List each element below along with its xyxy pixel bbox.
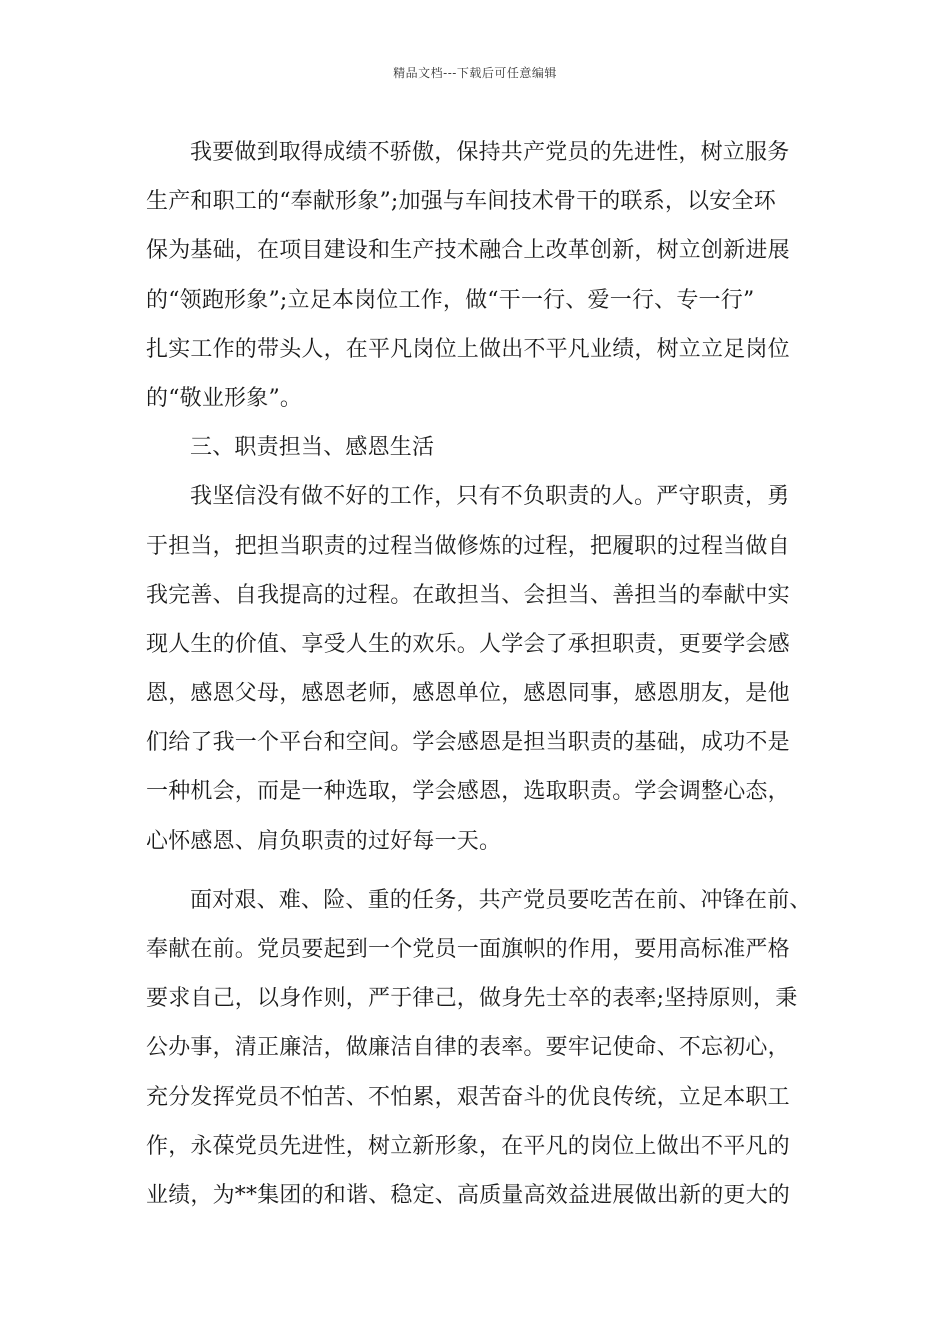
paragraph-line: 我坚信没有做不好的工作，只有不负职责的人。严守职责，勇 — [190, 484, 790, 510]
paragraph-line: 生产和职工的“奉献形象”;加强与车间技术骨干的联系，以安全环 — [146, 189, 776, 215]
paragraph-line: 们给了我一个平台和空间。学会感恩是担当职责的基础，成功不是 — [146, 730, 790, 756]
paragraph-gap — [146, 866, 826, 876]
paragraph-line: 要求自己，以身作则，严于律己，做身先士卒的表率;坚持原则，秉 — [146, 986, 798, 1012]
paragraph-line: 业绩，为**集团的和谐、稳定、高质量高效益进展做出新的更大的 — [146, 1182, 791, 1208]
paragraph-line: 作，永葆党员先进性，树立新形象，在平凡的岗位上做出不平凡的 — [146, 1133, 790, 1159]
paragraph-line: 的“领跑形象”;立足本岗位工作，做“干一行、爱一行、专一行” — [146, 287, 755, 313]
paragraph-line: 的“敬业形象”。 — [146, 385, 303, 411]
paragraph-line: 我完善、自我提高的过程。在敢担当、会担当、善担当的奉献中实 — [146, 582, 790, 608]
paragraph-line: 我要做到取得成绩不骄傲，保持共产党员的先进性，树立服务 — [190, 140, 790, 165]
paragraph-line: 于担当，把担当职责的过程当做修炼的过程，把履职的过程当做自 — [146, 533, 790, 559]
paragraph-line: 奉献在前。党员要起到一个党员一面旗帜的作用，要用高标准严格 — [146, 937, 790, 962]
paragraph-3 — [146, 876, 826, 1220]
page-header: 精品文档---下载后可任意编辑 — [393, 66, 557, 80]
paragraph-line: 扎实工作的带头人，在平凡岗位上做出不平凡业绩，树立立足岗位 — [146, 336, 790, 362]
paragraph-line: 保为基础，在项目建设和生产技术融合上改革创新，树立创新进展 — [146, 238, 790, 264]
paragraph-line: 一种机会，而是一种选取，学会感恩，选取职责。学会调整心态， — [146, 779, 790, 805]
paragraph-line: 充分发挥党员不怕苦、不怕累，艰苦奋斗的优良传统，立足本职工 — [146, 1084, 790, 1110]
paragraph-line: 面对艰、难、险、重的任务，共产党员要吃苦在前、冲锋在前、 — [190, 887, 812, 913]
section-heading — [146, 423, 826, 472]
section-heading-text: 三、职责担当、感恩生活 — [190, 435, 435, 461]
document-body — [146, 128, 826, 1220]
paragraph-2 — [146, 472, 826, 866]
paragraph-line: 现人生的价值、享受人生的欢乐。人学会了承担职责，更要学会感 — [146, 631, 790, 657]
paragraph-line: 心怀感恩、肩负职责的过好每一天。 — [146, 828, 502, 854]
paragraph-line: 恩，感恩父母，感恩老师，感恩单位，感恩同事，感恩朋友，是他 — [146, 681, 790, 707]
paragraph-line: 公办事，清正廉洁，做廉洁自律的表率。要牢记使命、不忘初心， — [146, 1035, 790, 1061]
paragraph-1 — [146, 128, 826, 423]
